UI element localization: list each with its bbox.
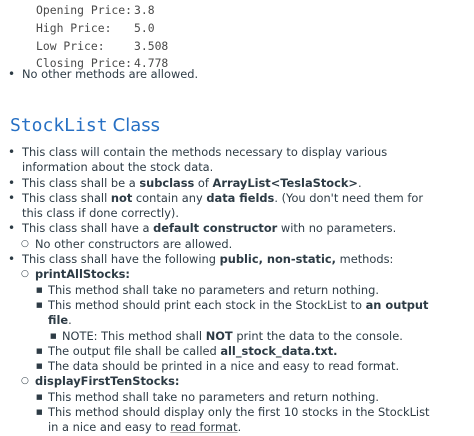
text: This class shall be a	[22, 175, 140, 190]
text: This class shall	[22, 190, 111, 205]
code-line	[36, 2, 168, 20]
code-key: High Price:	[36, 20, 112, 35]
section-heading	[10, 113, 160, 139]
bold-text: ArrayList<TeslaStock>	[212, 175, 358, 190]
method-detail-item: ■ This method shall take no parameters and return nothing.	[0, 390, 436, 405]
list-item	[0, 176, 436, 191]
method-detail-item: ■ The data should be printed in a nice and easy to read format.	[0, 359, 436, 374]
text: .	[237, 420, 242, 435]
text: This class shall have the following	[22, 252, 220, 267]
bold-text: not	[110, 190, 133, 205]
code-value: 3.508	[134, 38, 169, 53]
bold-text: an output file	[48, 297, 429, 328]
code-key: Low Price:	[36, 38, 105, 53]
method-name-item	[0, 374, 436, 389]
sub-list-item: ○ No other constructors are allowed.	[0, 237, 436, 252]
code-block	[36, 2, 168, 73]
bold-text: default constructor	[153, 221, 278, 236]
code-value: 5.0	[134, 20, 155, 35]
method-detail-item: ■ This method shall take no parameters and return nothing.	[0, 283, 436, 298]
text: The output file shall be called	[48, 343, 221, 358]
text: This method should print each stock in the StockList to	[48, 297, 366, 312]
list-item: • This class will contain the methods necessary to display various information about the stock data.	[0, 145, 436, 176]
text: This method should display only the first 10 stocks in the StockList in a nice and easy to	[48, 405, 430, 435]
code-value: 4.778	[134, 56, 169, 71]
code-line	[36, 20, 168, 38]
list-item	[0, 221, 436, 236]
text: methods:	[335, 252, 394, 267]
method-name: printAllStocks:	[35, 267, 130, 282]
code-value: 3.8	[134, 3, 155, 17]
text: .	[68, 313, 72, 328]
code-line	[36, 38, 168, 56]
method-name: displayFirstTenStocks:	[35, 374, 180, 389]
note-item	[0, 329, 436, 344]
list-item: • No other methods are allowed.	[0, 67, 436, 82]
method-detail-item	[0, 344, 436, 359]
list-item	[0, 252, 436, 267]
text: print the data to the console.	[232, 328, 403, 343]
text: of	[194, 175, 213, 190]
bold-text: public, non-static,	[219, 252, 336, 267]
text: contain any	[132, 190, 207, 205]
bold-text: data fields	[206, 190, 275, 205]
text: This class shall have a	[22, 221, 154, 236]
list-item	[0, 191, 436, 222]
requirements-list	[0, 145, 474, 436]
text: NOTE: This method shall	[62, 328, 206, 343]
bold-text: NOT	[205, 328, 233, 343]
method-detail-item	[0, 405, 436, 436]
top-bullet-list	[0, 67, 474, 82]
heading-word: Class	[112, 115, 160, 136]
code-key: Opening Price:	[36, 3, 133, 17]
text: .	[357, 175, 362, 190]
text: with no parameters.	[277, 221, 397, 236]
code-key: Closing Price:	[36, 56, 133, 71]
method-name-item	[0, 267, 436, 282]
underlined-text: read format	[170, 420, 238, 435]
bold-text: all_stock_data.txt.	[220, 343, 338, 358]
method-detail-item	[0, 298, 436, 329]
heading-class-name: StockList	[10, 115, 108, 136]
bold-text: subclass	[139, 175, 195, 190]
text: . (You don't need them for this class if done correctly).	[22, 190, 424, 221]
